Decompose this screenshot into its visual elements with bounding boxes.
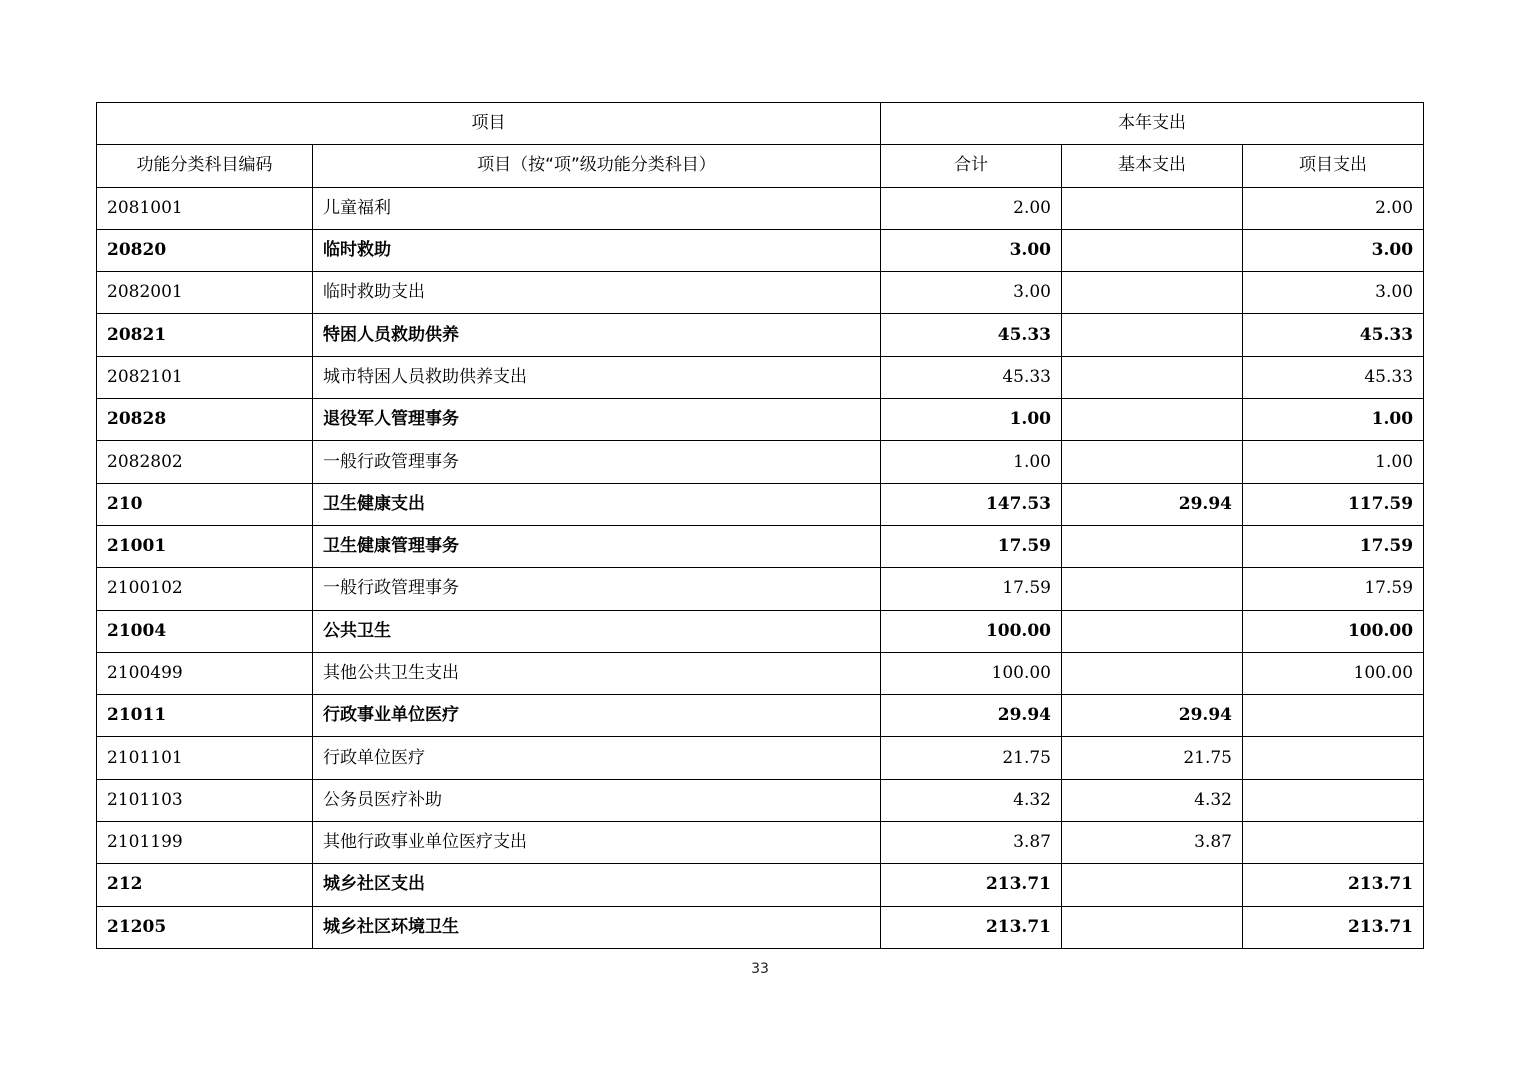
cell-name: 城乡社区环境卫生 (313, 906, 881, 948)
cell-code: 2082101 (97, 356, 313, 398)
table-row (97, 568, 1424, 610)
cell-total: 45.33 (881, 356, 1062, 398)
header-code: 功能分类科目编码 (97, 145, 313, 187)
cell-name: 一般行政管理事务 (313, 441, 881, 483)
cell-total: 100.00 (881, 610, 1062, 652)
cell-code: 2100102 (97, 568, 313, 610)
table-row (97, 441, 1424, 483)
cell-name: 其他公共卫生支出 (313, 652, 881, 694)
cell-basic: 29.94 (1062, 695, 1243, 737)
cell-name: 卫生健康管理事务 (313, 525, 881, 567)
cell-name: 退役军人管理事务 (313, 399, 881, 441)
cell-project: 100.00 (1243, 652, 1424, 694)
table-row (97, 695, 1424, 737)
cell-total: 4.32 (881, 779, 1062, 821)
cell-basic (1062, 272, 1243, 314)
cell-total: 3.00 (881, 229, 1062, 271)
page-number: 33 (751, 961, 769, 977)
cell-basic: 21.75 (1062, 737, 1243, 779)
table-row (97, 822, 1424, 864)
header-row-top (97, 103, 1424, 145)
cell-basic (1062, 441, 1243, 483)
cell-project: 17.59 (1243, 525, 1424, 567)
cell-basic (1062, 652, 1243, 694)
cell-name: 临时救助 (313, 229, 881, 271)
table-row (97, 525, 1424, 567)
cell-basic (1062, 399, 1243, 441)
table-row (97, 737, 1424, 779)
cell-name: 临时救助支出 (313, 272, 881, 314)
cell-project: 3.00 (1243, 229, 1424, 271)
cell-project: 117.59 (1243, 483, 1424, 525)
cell-total: 2.00 (881, 187, 1062, 229)
cell-total: 3.87 (881, 822, 1062, 864)
cell-total: 100.00 (881, 652, 1062, 694)
cell-basic: 29.94 (1062, 483, 1243, 525)
cell-project: 45.33 (1243, 314, 1424, 356)
cell-basic (1062, 610, 1243, 652)
cell-total: 29.94 (881, 695, 1062, 737)
header-row-sub (97, 145, 1424, 187)
cell-code: 2101103 (97, 779, 313, 821)
cell-total: 3.00 (881, 272, 1062, 314)
cell-project: 1.00 (1243, 399, 1424, 441)
cell-project: 213.71 (1243, 864, 1424, 906)
cell-name: 公共卫生 (313, 610, 881, 652)
cell-name: 其他行政事业单位医疗支出 (313, 822, 881, 864)
cell-code: 212 (97, 864, 313, 906)
cell-total: 213.71 (881, 906, 1062, 948)
cell-name: 行政事业单位医疗 (313, 695, 881, 737)
cell-basic (1062, 906, 1243, 948)
cell-code: 21001 (97, 525, 313, 567)
cell-basic (1062, 229, 1243, 271)
cell-name: 城乡社区支出 (313, 864, 881, 906)
budget-expenditure-table (96, 102, 1424, 949)
header-current-year: 本年支出 (881, 103, 1424, 145)
cell-basic (1062, 187, 1243, 229)
table-row (97, 483, 1424, 525)
table-row (97, 272, 1424, 314)
header-project: 项目 (97, 103, 881, 145)
cell-code: 210 (97, 483, 313, 525)
cell-code: 2082802 (97, 441, 313, 483)
cell-project: 3.00 (1243, 272, 1424, 314)
cell-code: 20828 (97, 399, 313, 441)
cell-name: 特困人员救助供养 (313, 314, 881, 356)
cell-basic: 4.32 (1062, 779, 1243, 821)
cell-code: 20820 (97, 229, 313, 271)
header-total: 合计 (881, 145, 1062, 187)
cell-total: 1.00 (881, 399, 1062, 441)
cell-name: 儿童福利 (313, 187, 881, 229)
cell-name: 卫生健康支出 (313, 483, 881, 525)
cell-basic: 3.87 (1062, 822, 1243, 864)
cell-basic (1062, 864, 1243, 906)
table-body (97, 103, 1424, 949)
cell-project (1243, 737, 1424, 779)
cell-total: 213.71 (881, 864, 1062, 906)
cell-basic (1062, 568, 1243, 610)
cell-name: 一般行政管理事务 (313, 568, 881, 610)
cell-code: 21205 (97, 906, 313, 948)
table-row (97, 356, 1424, 398)
cell-total: 17.59 (881, 568, 1062, 610)
table-row (97, 314, 1424, 356)
header-project-expense: 项目支出 (1243, 145, 1424, 187)
cell-name: 城市特困人员救助供养支出 (313, 356, 881, 398)
cell-code: 21011 (97, 695, 313, 737)
cell-project (1243, 779, 1424, 821)
cell-code: 2101199 (97, 822, 313, 864)
cell-project: 45.33 (1243, 356, 1424, 398)
header-name: 项目（按“项”级功能分类科目） (313, 145, 881, 187)
table-row (97, 906, 1424, 948)
cell-total: 45.33 (881, 314, 1062, 356)
cell-code: 2081001 (97, 187, 313, 229)
cell-code: 21004 (97, 610, 313, 652)
cell-project: 17.59 (1243, 568, 1424, 610)
cell-code: 2082001 (97, 272, 313, 314)
cell-name: 公务员医疗补助 (313, 779, 881, 821)
table-row (97, 399, 1424, 441)
cell-code: 2101101 (97, 737, 313, 779)
table-row (97, 652, 1424, 694)
cell-total: 17.59 (881, 525, 1062, 567)
cell-code: 2100499 (97, 652, 313, 694)
cell-basic (1062, 356, 1243, 398)
table-row (97, 229, 1424, 271)
cell-total: 147.53 (881, 483, 1062, 525)
table-row (97, 779, 1424, 821)
cell-code: 20821 (97, 314, 313, 356)
table-row (97, 610, 1424, 652)
header-basic: 基本支出 (1062, 145, 1243, 187)
cell-total: 21.75 (881, 737, 1062, 779)
table-row (97, 864, 1424, 906)
cell-basic (1062, 525, 1243, 567)
cell-basic (1062, 314, 1243, 356)
cell-project (1243, 822, 1424, 864)
cell-project: 2.00 (1243, 187, 1424, 229)
cell-name: 行政单位医疗 (313, 737, 881, 779)
cell-project: 213.71 (1243, 906, 1424, 948)
cell-project (1243, 695, 1424, 737)
cell-total: 1.00 (881, 441, 1062, 483)
cell-project: 100.00 (1243, 610, 1424, 652)
table-row (97, 187, 1424, 229)
cell-project: 1.00 (1243, 441, 1424, 483)
